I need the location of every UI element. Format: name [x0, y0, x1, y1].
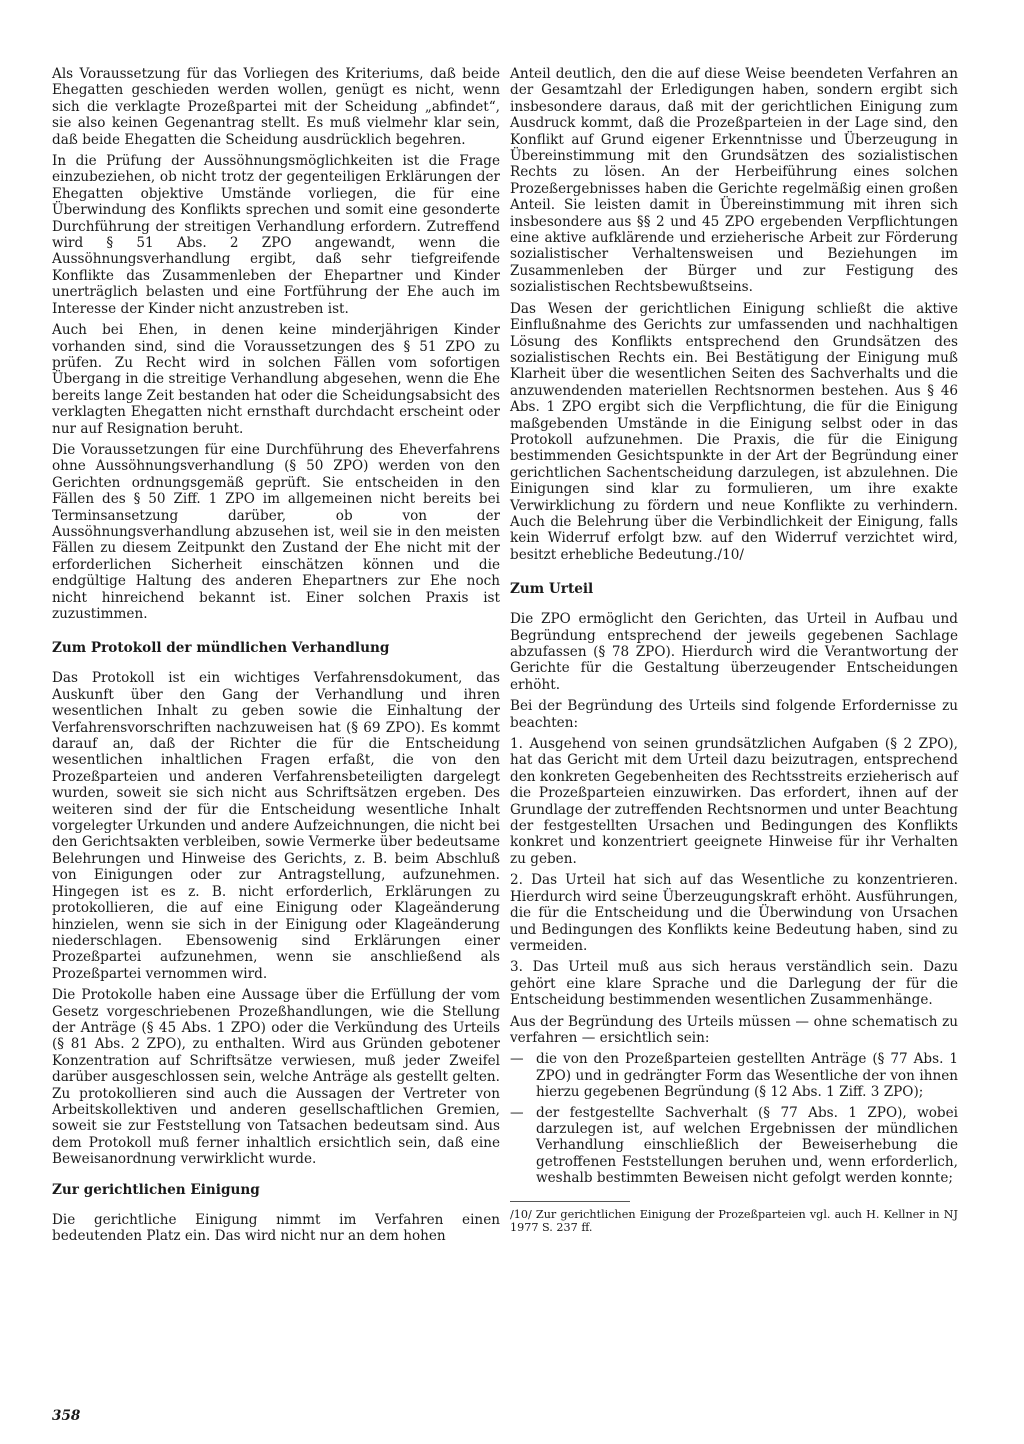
paragraph: Die Protokolle haben eine Aussage über die Erfüllung der vom Gesetz vorgeschriebenen Prozeßhandlungen, wie die Stellung der Anträge (§ 45 Abs. 1 ZPO) oder die Verkündung des Urteils (§ 81 Abs. 2 ZPO), zu enthalten. Wird aus Gründen gebotener Konzentration auf Schriftsätze verwiesen, muß jeder Zweifel darüber ausgeschlossen sein, welche Anträge als gestellt gelten. Zu protokollieren sind auch die Aussagen der Vertreter von Arbeitskollektiven und anderen gesellschaftlichen Gremien, soweit sie zur Feststellung von Tatsachen bedeutsam sind. Aus dem Protokoll muß ferner inhaltlich ersichtlich sein, daß eine Beweisanordnung verwirklicht wurde.	[52, 987, 500, 1168]
numbered-paragraph: 1. Ausgehend von seinen grundsätzlichen Aufgaben (§ 2 ZPO), hat das Gericht mit dem Urteil dazu beizutragen, entsprechend den konkreten Gegebenheiten des Rechtsstreits erzieherisch auf die Prozeßparteien einzuwirken. Das erfordert, ihnen auf der Grundlage der zutreffenden Rechtsnormen und unter Beachtung der festgestellten Ursachen und Bedingungen des Konflikts konkret und konzentriert geeignete Hinweise für ihr Verhalten zu geben.	[510, 736, 958, 867]
paragraph: Die ZPO ermöglicht den Gerichten, das Urteil in Aufbau und Begründung entsprechend der jeweils gegebenen Sachlage abzufassen (§ 78 ZPO). Hierdurch wird die Verantwortung der Gerichte für die Gestaltung überzeugender Entscheidungen erhöht.	[510, 611, 958, 693]
paragraph: Als Voraussetzung für das Vorliegen des Kriteriums, daß beide Ehegatten geschieden werden wollen, genügt es nicht, wenn sich die verklagte Prozeßpartei mit der Scheidung „abfindet“, sie also keinen Gegenantrag stellt. Es muß vielmehr klar sein, daß beide Ehegatten die Scheidung ausdrücklich begehren.	[52, 66, 500, 148]
dash-list	[510, 1051, 958, 1186]
numbered-paragraph: 3. Das Urteil muß aus sich heraus verständlich sein. Dazu gehört eine klare Sprache und die Darlegung der für die Entscheidung bestimmenden wesentlichen Zusammenhänge.	[510, 959, 958, 1009]
list-item	[510, 1105, 958, 1187]
paragraph: Bei der Begründung des Urteils sind folgende Erfordernisse zu beachten:	[510, 698, 958, 731]
paragraph: Das Protokoll ist ein wichtiges Verfahrensdokument, das Auskunft über den Gang der Verhandlung und ihren wesentlichen Inhalt zu geben sowie die Einhaltung der Verfahrensvorschriften nachzuweisen hat (§ 69 ZPO). Es kommt darauf an, daß der Richter die für die Entscheidung wesentlichen inhaltlichen Fragen erfaßt, die von den Prozeßparteien und anderen Verfahrensbeteiligten dargelegt wurden, soweit sie sich nicht aus Schriftsätzen ergeben. Des weiteren sind der für die Entscheidung wesentliche Inhalt vorgelegter Urkunden und andere Aufzeichnungen, die nicht bei den Gerichtsakten verbleiben, sowie Vermerke über bedeutsame Belehrungen und Hinweise des Gerichts, z. B. beim Abschluß von Einigungen oder zur Antragstellung, aufzunehmen. Hingegen ist es z. B. nicht erforderlich, Erklärungen zu protokollieren, die auf eine Einigung oder Klageänderung hinzielen, wenn sie sich in der Einigung oder Klageänderung niederschlagen. Ebensowenig sind Erklärungen einer Prozeßpartei aufzunehmen, wenn sie anschließend als Prozeßpartei vernommen wird.	[52, 670, 500, 982]
paragraph: Das Wesen der gerichtlichen Einigung schließt die aktive Einflußnahme des Gerichts zur umfassenden und nachhaltigen Lösung des Konflikts entsprechend den Grundsätzen des sozialistischen Rechts ein. Bei Bestätigung der Einigung muß Klarheit über die wesentlichen Seiten des Sachverhalts und die anzuwendenden materiellen Rechtsnormen bestehen. Aus § 46 Abs. 1 ZPO ergibt sich die Verpflichtung, die für die Einigung maßgebenden Umstände in die Einigung selbst oder in das Protokoll aufzunehmen. Die Praxis, die für die Einigung bestimmenden Gesichtspunkte in der Art der Begründung einer gerichtlichen Sachentscheidung darzulegen, ist abzulehnen. Die Einigungen sind klar zu formulieren, um ihre exakte Verwirklichung zu fördern und neue Konflikte zu verhindern. Auch die Belehrung über die Verbindlichkeit der Einigung, falls kein Widerruf erfolgt bzw. auf den Widerruf verzichtet wird, besitzt erhebliche Bedeutung./10/	[510, 300, 958, 563]
paragraph: In die Prüfung der Aussöhnungsmöglichkeiten ist die Frage einzubeziehen, ob nicht trotz der gegenteiligen Erklärungen der Ehegatten objektive Umstände vorliegen, die für eine Überwindung des Konflikts sprechen und somit eine gesonderte Durchführung der streitigen Verhandlung erfordern. Zutreffend wird § 51 Abs. 2 ZPO angewandt, wenn die Aussöhnungsverhandlung ergibt, daß sehr tiefgreifende Konflikte das Zusammenleben der Ehepartner und Kinder unerträglich belasten und eine Fortführung der Ehe auch im Interesse der Kinder nicht anzustreben ist.	[52, 153, 500, 317]
list-item	[510, 1051, 958, 1100]
paragraph: Auch bei Ehen, in denen keine minderjährigen Kinder vorhanden sind, sind die Voraussetzungen des § 51 ZPO zu prüfen. Zu Recht wird in solchen Fällen vom sofortigen Übergang in die streitige Verhandlung abgesehen, wenn die Ehe bereits lange Zeit bestanden hat oder die Scheidungsabsicht des verklagten Ehegatten nicht ernsthaft durchdacht erscheint oder nur auf Resignation beruht.	[52, 322, 500, 437]
right-column	[510, 66, 958, 1235]
numbered-paragraph: 2. Das Urteil hat sich auf das Wesentliche zu konzentrieren. Hierdurch wird seine Überzeugungskraft erhöht. Ausführungen, die für die Entscheidung und die Überwindung von Ursachen und Bedingungen des Konflikts keine Bedeutung haben, sind zu vermeiden.	[510, 872, 958, 954]
footnote: /10/ Zur gerichtlichen Einigung der Prozeßparteien vgl. auch H. Kellner in NJ 1977 S. 237 ff.	[510, 1207, 958, 1235]
section-heading-urteil: Zum Urteil	[510, 581, 594, 598]
list-item-text: der festgestellte Sachverhalt (§ 77 Abs. 1 ZPO), wobei darzulegen ist, auf welchen Ergebnissen der mündlichen Verhandlung einschließlich der Beweiserhebung die getroffenen Feststellungen beruhen und, wenn erforderlich, weshalb bestimmten Beweisen nicht gefolgt werden konnte;	[536, 1104, 958, 1187]
list-item-text: die von den Prozeßparteien gestellten Anträge (§ 77 Abs. 1 ZPO) und in gedrängter Form das Wesentliche der von ihnen hierzu gegebenen Begründung (§ 12 Abs. 1 Ziff. 3 ZPO);	[536, 1051, 958, 1101]
section-heading-protokoll: Zum Protokoll der mündlichen Verhandlung	[52, 640, 390, 657]
paragraph: Die Voraussetzungen für eine Durchführung des Eheverfahrens ohne Aussöhnungsverhandlung (§ 50 ZPO) werden von den Gerichten ordnungsgemäß geprüft. Sie entscheiden in den Fällen des § 50 Ziff. 1 ZPO im allgemeinen nicht bereits bei Terminsansetzung darüber, ob von der Aussöhnungsverhandlung abzusehen ist, weil sie in den meisten Fällen zu diesem Zeitpunkt den Zustand der Ehe nicht mit der erforderlichen Sicherheit einschätzen können und die endgültige Haltung des anderen Ehepartners zur Ehe noch nicht hinreichend bekannt ist. Einer solchen Praxis ist zuzustimmen.	[52, 441, 500, 622]
left-column	[52, 66, 500, 1249]
section-heading-einigung: Zur gerichtlichen Einigung	[52, 1181, 260, 1198]
paragraph: Anteil deutlich, den die auf diese Weise beendeten Verfahren an der Gesamtzahl der Erledigungen haben, sondern ergibt sich insbesondere daraus, daß mit der gerichtlichen Einigung zum Ausdruck kommt, daß die Prozeßparteien in der Lage sind, den Konflikt auf Grund eigener Erkenntnisse und Überzeugung in Übereinstimmung mit den Grundsätzen des sozialistischen Rechts zu lösen. An der Herbeiführung eines solchen Prozeßergebnisses haben die Gerichte regelmäßig einen großen Anteil. Sie leisten damit in Übereinstimmung mit ihren sich insbesondere aus §§ 2 und 45 ZPO ergebenden Verpflichtungen eine aktive aufklärende und erzieherische Arbeit zur Förderung sozialistischer Verhaltensweisen und Beziehungen im Zusammenleben der Bürger und zur Festigung des sozialistischen Rechtsbewußtseins.	[510, 66, 958, 296]
paragraph: Die gerichtliche Einigung nimmt im Verfahren einen bedeutenden Platz ein. Das wird nicht nur an dem hohen	[52, 1211, 500, 1244]
footnote-divider	[510, 1201, 630, 1202]
dash-marker: —	[510, 1051, 524, 1068]
page-number: 358	[52, 1408, 81, 1424]
paragraph: Aus der Begründung des Urteils müssen — ohne schematisch zu verfahren — ersichtlich sein:	[510, 1013, 958, 1046]
dash-marker: —	[510, 1104, 524, 1121]
